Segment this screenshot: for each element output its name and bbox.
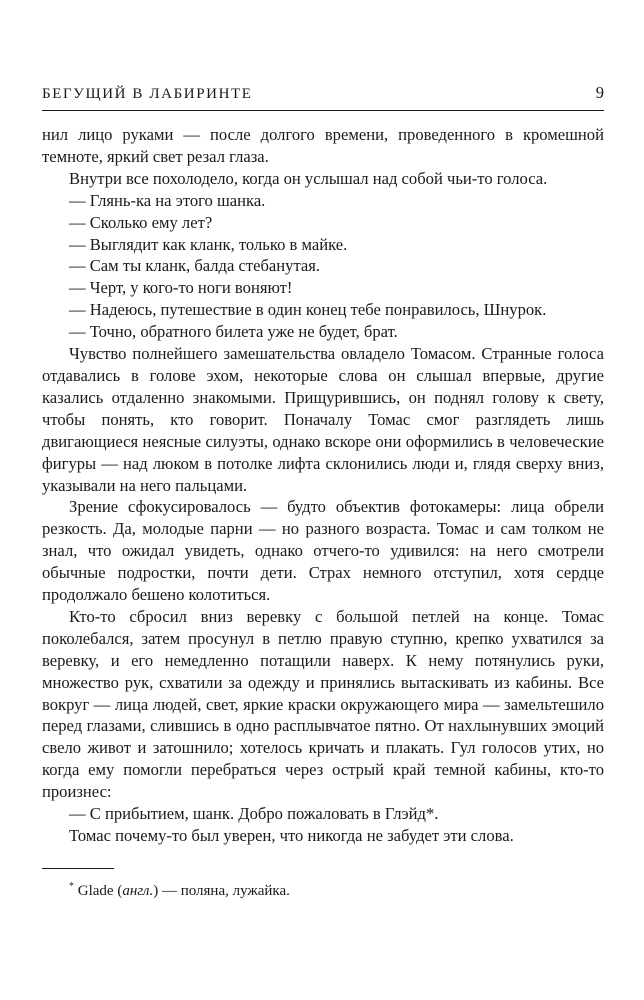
header-divider (42, 110, 604, 111)
running-head-title: БЕГУЩИЙ В ЛАБИРИНТЕ (42, 86, 253, 102)
paragraph: нил лицо руками — после долгого времени, проведенного в кромешной темноте, яркий свет резал глаза. (42, 125, 604, 166)
paragraph: — Черт, у кого-то ноги воняют! (69, 278, 293, 298)
footnote-language: англ. (122, 882, 154, 899)
footnote (42, 868, 604, 901)
paragraph: Томас почему-то был уверен, что никогда не забудет эти слова. (69, 826, 514, 845)
footnote-suffix: ) — поляна, лужайка. (153, 882, 290, 899)
paragraph: — С прибытием, шанк. Добро пожаловать в Глэйд*. (69, 804, 439, 824)
paragraph: — Точно, обратного билета уже не будет, брат. (69, 322, 398, 342)
paragraph: — Глянь-ка на этого шанка. (69, 190, 266, 210)
footnote-marker: * (69, 880, 74, 892)
paragraph: — Сколько ему лет? (69, 212, 213, 232)
body-text (42, 124, 604, 847)
paragraph: Зрение сфокусировалось — будто объектив фотокамеры: лица обрели резкость. Да, молодые парни — но разного возраста. Томас и сам толком не знал, что ожидал увидеть, однако отчего-то удивился: на него смотрели обычные подростки, почти дети. Страх немного отступил, хотя сердце продолжало бешено колотиться. (42, 497, 604, 605)
paragraph: — Сам ты кланк, балда стебанутая. (69, 256, 321, 276)
footnote-prefix: Glade ( (74, 882, 123, 899)
paragraph: — Надеюсь, путешествие в один конец тебе понравилось, Шнурок. (69, 300, 547, 320)
paragraph: Чувство полнейшего замешательства овладело Томасом. Странные голоса отдавались в голове эхом, некоторые слова он слышал впервые, другие казались отдаленно знакомыми. Прищурившись, он поднял голову к свету, чтобы понять, кто говорит. Поначалу Томас смог разглядеть лишь двигающиеся неясные силуэты, однако вскоре они оформились в человеческие фигуры — над люком в потолке лифта склонились люди и, глядя сверху вниз, указывали на него пальцами. (42, 344, 604, 495)
running-head (42, 84, 604, 103)
footnote-text (42, 881, 604, 901)
paragraph: Внутри все похолодело, когда он услышал над собой чьи-то голоса. (69, 168, 548, 188)
page-number: 9 (595, 83, 604, 102)
paragraph: — Выглядит как кланк, только в майке. (69, 234, 348, 254)
footnote-divider (42, 868, 114, 869)
paragraph: Кто-то сбросил вниз веревку с большой петлей на конце. Томас поколебался, затем просунул в петлю правую ступню, крепко ухватился за веревку, и его немедленно потащили наверх. К нему потянулись руки, множество рук, схватили за одежду и принялись вытаскивать из кабины. Все вокруг — лица людей, свет, яркие краски окружающего мира — замельтешило перед глазами, слившись в одно расплывчатое пятно. От нахлынувших эмоций свело живот и затошнило; хотелось кричать и плакать. Гул голосов утих, но когда ему помогли перебраться через острый край темной кабины, кто-то произнес: (42, 606, 604, 802)
